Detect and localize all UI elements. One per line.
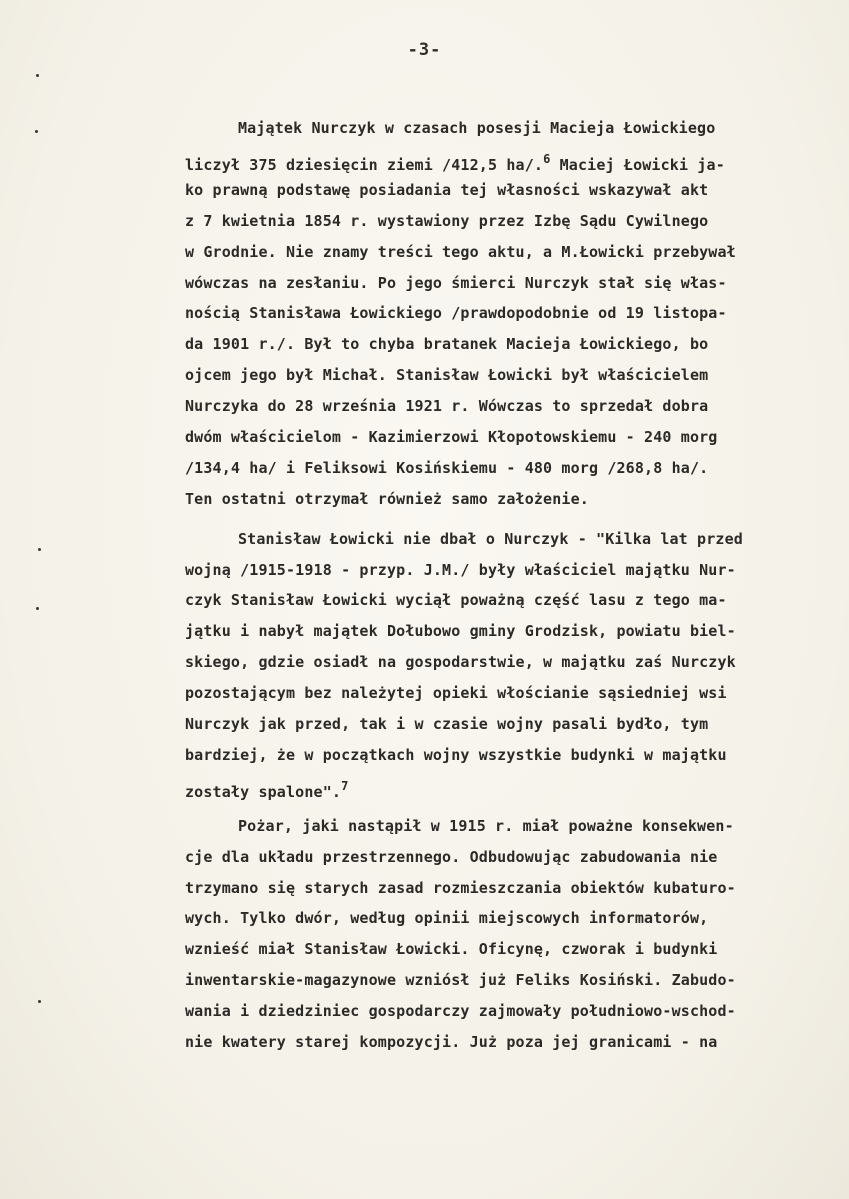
text-line xyxy=(185,329,708,359)
line-text: pozostającym bez należytej opieki włościanie sąsiedniej wsi xyxy=(185,684,727,702)
line-text: nością Stanisława Łowickiego /prawdopodobnie od 19 listopa- xyxy=(185,304,727,322)
line-text: trzymano się starych zasad rozmieszczania obiektów kubaturo- xyxy=(185,879,736,897)
text-line xyxy=(185,422,717,452)
footnote-marker: 7 xyxy=(341,779,349,793)
text-line xyxy=(185,268,727,298)
line-text: ojcem jego był Michał. Stanisław Łowicki był właścicielem xyxy=(185,366,709,384)
text-line xyxy=(185,298,727,328)
line-text: ko prawną podstawę posiadania tej własności wskazywał akt xyxy=(185,181,709,199)
line-text: wówczas na zesłaniu. Po jego śmierci Nurczyk stał się włas- xyxy=(185,274,727,292)
line-text: Stanisław Łowicki nie dbał o Nurczyk - "Kilka lat przed xyxy=(238,530,743,548)
text-line xyxy=(185,175,708,205)
line-text: /134,4 ha/ i Feliksowi Kosińskiemu - 480 morg /268,8 ha/. xyxy=(185,459,709,477)
line-text: bardziej, że w początkach wojny wszystkie budynki w majątku xyxy=(185,746,727,764)
line-text: Pożar, jaki nastąpił w 1915 r. miał poważne konsekwen- xyxy=(238,817,734,835)
line-text: dwóm właścicielom - Kazimierzowi Kłopotowskiemu - 240 morg xyxy=(185,428,718,446)
line-text: cje dla układu przestrzennego. Odbudowując zabudowania nie xyxy=(185,848,718,866)
line-text-continued: Maciej Łowicki ja- xyxy=(550,156,725,174)
line-text: jątku i nabył majątek Dołubowo gminy Grodzisk, powiatu biel- xyxy=(185,622,736,640)
text-line xyxy=(185,585,727,615)
text-line xyxy=(238,113,715,143)
text-line xyxy=(185,360,708,390)
margin-speck xyxy=(36,74,39,77)
footnote-marker: 6 xyxy=(543,152,551,166)
text-line xyxy=(185,842,717,872)
text-line xyxy=(185,484,589,514)
margin-speck xyxy=(38,548,41,551)
line-text: wania i dziedziniec gospodarczy zajmowały południowo-wschod- xyxy=(185,1002,736,1020)
line-text: wojną /1915-1918 - przyp. J.M./ były właściciel majątku Nur- xyxy=(185,561,736,579)
text-line xyxy=(185,934,717,964)
line-text: liczył 375 dziesięcin ziemi /412,5 ha/. xyxy=(185,156,544,174)
text-line xyxy=(185,740,727,770)
text-line xyxy=(185,873,736,903)
text-line xyxy=(185,709,708,739)
line-text: wznieść miał Stanisław Łowicki. Oficynę, czworak i budynki xyxy=(185,940,718,958)
margin-speck xyxy=(35,130,38,133)
text-line xyxy=(185,616,736,646)
line-text: Ten ostatni otrzymał również samo założenie. xyxy=(185,490,589,508)
margin-speck xyxy=(38,1000,41,1003)
line-text: skiego, gdzie osiadł na gospodarstwie, w majątku zaś Nurczyk xyxy=(185,653,736,671)
text-line xyxy=(185,555,736,585)
margin-speck xyxy=(36,607,39,610)
text-line xyxy=(185,647,736,677)
text-line xyxy=(185,996,736,1026)
line-text: wych. Tylko dwór, według opinii miejscowych informatorów, xyxy=(185,909,709,927)
text-line xyxy=(185,678,727,708)
line-text: inwentarskie-magazynowe wzniósł już Feliks Kosiński. Zabudo- xyxy=(185,971,736,989)
page-number: -3- xyxy=(407,40,442,60)
line-text: Nurczyk jak przed, tak i w czasie wojny pasali bydło, tym xyxy=(185,715,709,733)
text-line xyxy=(238,811,734,841)
text-line xyxy=(185,903,708,933)
line-text: da 1901 r./. Był to chyba bratanek Macieja Łowickiego, bo xyxy=(185,335,709,353)
line-text: Majątek Nurczyk w czasach posesji Macieja Łowickiego xyxy=(238,119,716,137)
text-line xyxy=(185,206,708,236)
line-text: nie kwatery starej kompozycji. Już poza jej granicami - na xyxy=(185,1033,718,1051)
line-text: czyk Stanisław Łowicki wyciął poważną część lasu z tego ma- xyxy=(185,591,727,609)
line-text: zostały spalone". xyxy=(185,783,342,801)
text-line xyxy=(185,237,736,267)
line-text: Nurczyka do 28 września 1921 r. Wówczas to sprzedał dobra xyxy=(185,397,709,415)
text-line xyxy=(185,391,708,421)
line-text: z 7 kwietnia 1854 r. wystawiony przez Izbę Sądu Cywilnego xyxy=(185,212,709,230)
line-text: w Grodnie. Nie znamy treści tego aktu, a M.Łowicki przebywał xyxy=(185,243,736,261)
text-line xyxy=(185,1027,717,1057)
text-line xyxy=(185,144,725,174)
text-line xyxy=(185,965,736,995)
text-line xyxy=(238,524,743,554)
text-line xyxy=(185,771,348,801)
text-line xyxy=(185,453,708,483)
